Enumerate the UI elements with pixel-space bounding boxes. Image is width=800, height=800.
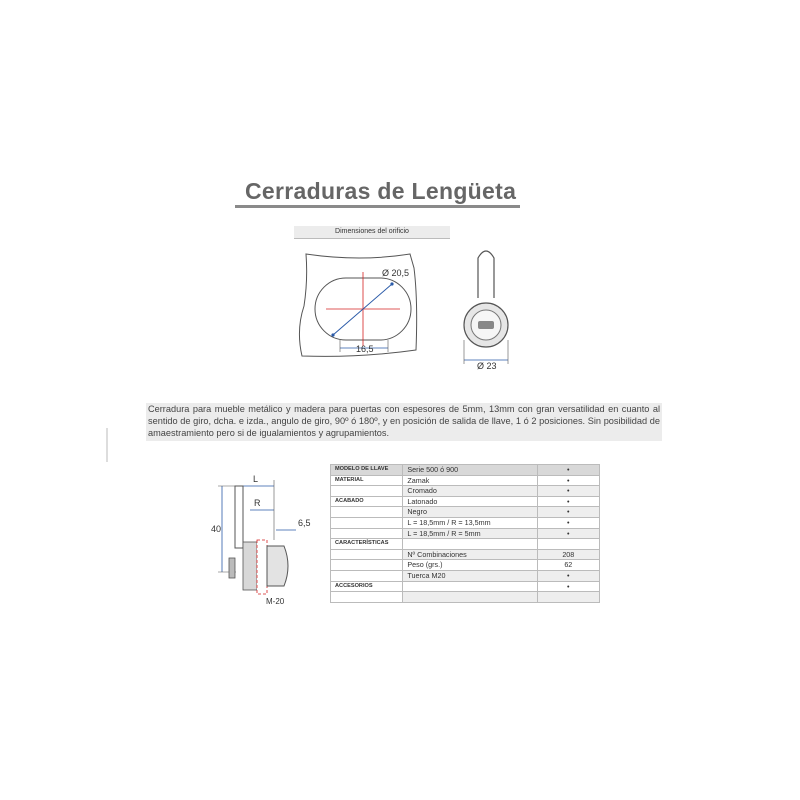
table-cell-category: ACABADO	[331, 496, 403, 507]
table-cell-category	[331, 517, 403, 528]
table-cell-value: Negro	[403, 507, 537, 518]
margin-mark	[106, 428, 108, 462]
table-row	[331, 560, 600, 571]
table-cell-category	[331, 486, 403, 497]
hole-diameter-label: Ø 20,5	[382, 268, 410, 278]
table-cell-value: Serie 500 ó 900	[403, 465, 537, 476]
table-cell-mark	[537, 592, 599, 603]
thread-label: M-20	[266, 597, 285, 606]
table-row	[331, 539, 600, 550]
table-row	[331, 592, 600, 603]
table-cell-category	[331, 592, 403, 603]
table-row	[331, 496, 600, 507]
table-cell-value: L = 18,5mm / R = 13,5mm	[403, 517, 537, 528]
table-cell-category: MODELO DE LLAVE	[331, 465, 403, 476]
table-row	[331, 486, 600, 497]
table-cell-mark: •	[537, 475, 599, 486]
table-cell-mark: •	[537, 486, 599, 497]
lock-front-diagram	[455, 240, 530, 375]
table-cell-mark	[537, 539, 599, 550]
table-cell-category	[331, 507, 403, 518]
thickness-label: 6,5	[298, 518, 311, 528]
L-label: L	[253, 474, 259, 484]
table-cell-category	[331, 549, 403, 560]
door-panel	[257, 540, 267, 594]
table-cell-value: Nº Combinaciones	[403, 549, 537, 560]
table-cell-mark: •	[537, 507, 599, 518]
table-row	[331, 465, 600, 476]
lock-plate	[243, 542, 257, 590]
table-cell-mark: •	[537, 517, 599, 528]
table-row	[331, 570, 600, 581]
table-cell-category	[331, 528, 403, 539]
arrow-end	[390, 282, 393, 285]
table-row	[331, 507, 600, 518]
subtitle-divider	[294, 238, 450, 239]
lock-latch	[478, 251, 494, 298]
keyhole-icon	[478, 321, 494, 329]
table-cell-value: Tuerca M20	[403, 570, 537, 581]
table-cell-category: CARACTERÍSTICAS	[331, 539, 403, 550]
table-cell-mark: •	[537, 528, 599, 539]
table-cell-value: Cromado	[403, 486, 537, 497]
table-cell-mark: 62	[537, 560, 599, 571]
table-cell-value	[403, 539, 537, 550]
lock-latch-side	[235, 486, 243, 548]
hole-width-label: 16,5	[356, 344, 374, 354]
table-cell-value: Zamak	[403, 475, 537, 486]
section-subtitle: Dimensiones del orificio	[294, 226, 450, 238]
lock-cylinder	[267, 546, 288, 586]
hole-dimension-diagram	[290, 240, 440, 375]
R-label: R	[254, 498, 261, 508]
side-dimension-diagram	[205, 470, 325, 610]
spec-table	[330, 464, 600, 603]
table-cell-mark: •	[537, 465, 599, 476]
diameter-arrow	[333, 284, 392, 335]
page-title: Cerraduras de Lengüeta	[245, 178, 517, 204]
table-cell-category: MATERIAL	[331, 475, 403, 486]
body-diameter-label: Ø 23	[477, 361, 497, 371]
table-cell-mark: 208	[537, 549, 599, 560]
product-description: Cerradura para mueble metálico y madera para puertas con espesores de 5mm, 13mm con gran versatilidad en cuanto al sentido de giro, dcha. e izda., angulo de giro, 90º ó 180º, y en posición de salida de llave, 1 ó 2 posiciones. Sin posibilidad de amaestramiento pero si de igualamientos y agrupamientos.	[146, 403, 662, 441]
table-cell-value: Peso (grs.)	[403, 560, 537, 571]
table-row	[331, 581, 600, 592]
table-cell-value	[403, 592, 537, 603]
table-row	[331, 549, 600, 560]
table-cell-category	[331, 570, 403, 581]
table-row	[331, 528, 600, 539]
table-cell-mark: •	[537, 570, 599, 581]
table-cell-category	[331, 560, 403, 571]
lock-key-side	[229, 558, 235, 578]
arrow-end	[331, 333, 334, 336]
table-cell-category: ACCESORIOS	[331, 581, 403, 592]
table-row	[331, 517, 600, 528]
table-cell-value: L = 18,5mm / R = 5mm	[403, 528, 537, 539]
title-underline	[235, 205, 520, 208]
table-cell-mark: •	[537, 496, 599, 507]
height-label: 40	[211, 524, 222, 534]
table-row	[331, 475, 600, 486]
table-cell-mark: •	[537, 581, 599, 592]
table-cell-value	[403, 581, 537, 592]
table-cell-value: Latonado	[403, 496, 537, 507]
